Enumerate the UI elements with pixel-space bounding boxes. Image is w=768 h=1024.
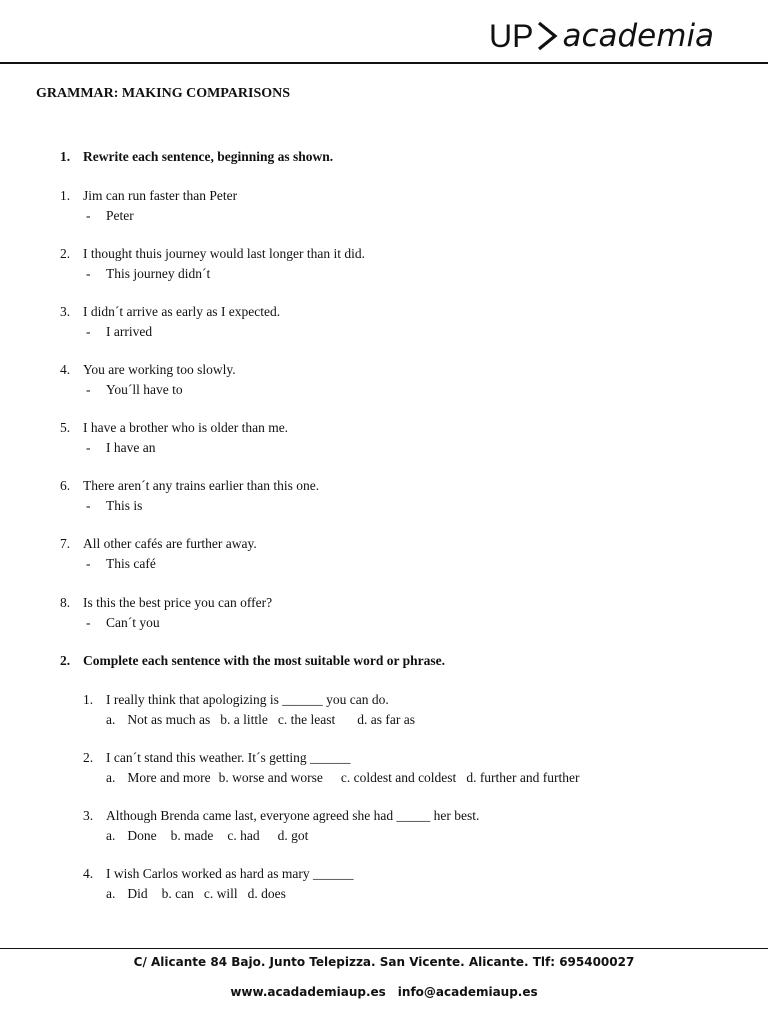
exercise-1-item-6 [60,476,319,516]
answer-dash: - [86,266,91,281]
answer-dash: - [86,324,91,339]
answer-prompt: I have an [106,440,156,455]
chevron-right-icon [536,21,558,51]
item-number: 1. [60,188,71,203]
option-a: Did [127,886,148,901]
answer-prompt: This café [106,556,156,571]
answer-prompt: This journey didn´t [106,266,211,281]
option-c: c. will [203,886,238,901]
item-sentence: I didn´t arrive as early as I expected. [83,304,281,319]
item-number: 4. [60,362,71,377]
item-number: 3. [60,304,71,319]
answer-prompt: This is [106,498,143,513]
option-b: b. made [170,828,214,843]
option-d: d. further and further [466,770,580,785]
item-sentence: I have a brother who is older than me. [83,420,289,435]
item-sentence: There aren´t any trains earlier than this one. [83,478,320,493]
section-1-number: 1. [60,149,71,164]
exercise-1-item-5 [60,418,288,458]
option-b: b. worse and worse [218,770,323,785]
answer-options [83,826,479,846]
item-sentence: You are working too slowly. [83,362,236,377]
footer-divider [0,948,768,949]
item-number: 6. [60,478,71,493]
option-c: c. coldest and coldest [340,770,457,785]
logo-up-text: UP [489,17,534,54]
item-sentence: All other cafés are further away. [83,536,257,551]
item-sentence: Is this the best price you can offer? [83,595,273,610]
answer-dash: - [86,615,91,630]
option-c: c. had [227,828,260,843]
answer-options [83,884,353,904]
academia-logo [489,16,714,56]
item-sentence: I can´t stand this weather. It´s getting ______ [106,750,351,765]
answer-prompt: Can´t you [106,615,160,630]
exercise-1-item-3 [60,302,280,342]
exercise-1-item-2 [60,244,365,284]
option-a: More and more [127,770,211,785]
item-sentence: Although Brenda came last, everyone agreed she had _____ her best. [106,808,480,823]
option-a: Done [127,828,157,843]
exercise-1-item-8 [60,593,272,633]
option-c: c. the least [277,712,336,727]
item-sentence: I really think that apologizing is ______ you can do. [106,692,389,707]
option-a: Not as much as [127,712,211,727]
option-b: b. can [161,886,194,901]
item-number: 2. [60,246,71,261]
footer-web-link[interactable]: www.acadademiaup.es [230,985,386,999]
section-2-heading [60,653,445,669]
option-letter: a. [106,828,116,843]
item-sentence: I thought thuis journey would last longer than it did. [83,246,365,261]
section-1-heading-text: Rewrite each sentence, beginning as shown. [83,149,334,164]
option-d: d. does [247,886,286,901]
item-number: 3. [83,808,94,823]
option-letter: a. [106,712,116,727]
answer-prompt: Peter [106,208,134,223]
item-number: 2. [83,750,94,765]
exercise-1-item-7 [60,534,257,574]
item-number: 8. [60,595,71,610]
answer-prompt: I arrived [106,324,153,339]
section-2-heading-text: Complete each sentence with the most suitable word or phrase. [83,653,445,668]
footer-contact [0,985,768,999]
item-sentence: Jim can run faster than Peter [83,188,238,203]
item-number: 4. [83,866,94,881]
page-title: GRAMMAR: MAKING COMPARISONS [36,86,291,101]
footer-email-link[interactable]: info@academiaup.es [397,985,538,999]
logo-academia-text: academia [562,18,715,54]
exercise-2-item-1 [83,690,415,730]
item-sentence: I wish Carlos worked as hard as mary ______ [106,866,354,881]
answer-dash: - [86,382,91,397]
section-2-number: 2. [60,653,71,668]
section-1-heading [60,149,333,165]
answer-prompt: You´ll have to [106,382,183,397]
option-letter: a. [106,770,116,785]
answer-dash: - [86,440,91,455]
answer-dash: - [86,498,91,513]
exercise-1-item-4 [60,360,236,400]
option-letter: a. [106,886,116,901]
exercise-2-item-2 [83,748,580,788]
item-number: 5. [60,420,71,435]
answer-dash: - [86,208,91,223]
option-d: d. as far as [357,712,415,727]
footer-address: C/ Alicante 84 Bajo. Junto Telepizza. San Vicente. Alicante. Tlf: 695400027 [133,955,635,969]
option-d: d. got [277,828,309,843]
answer-options [83,768,580,788]
item-number: 7. [60,536,71,551]
option-b: b. a little [220,712,268,727]
exercise-2-item-3 [83,806,479,846]
answer-dash: - [86,556,91,571]
header-divider [0,62,768,64]
exercise-2-item-4 [83,864,353,904]
exercise-1-item-1 [60,186,237,226]
answer-options [83,710,415,730]
item-number: 1. [83,692,94,707]
